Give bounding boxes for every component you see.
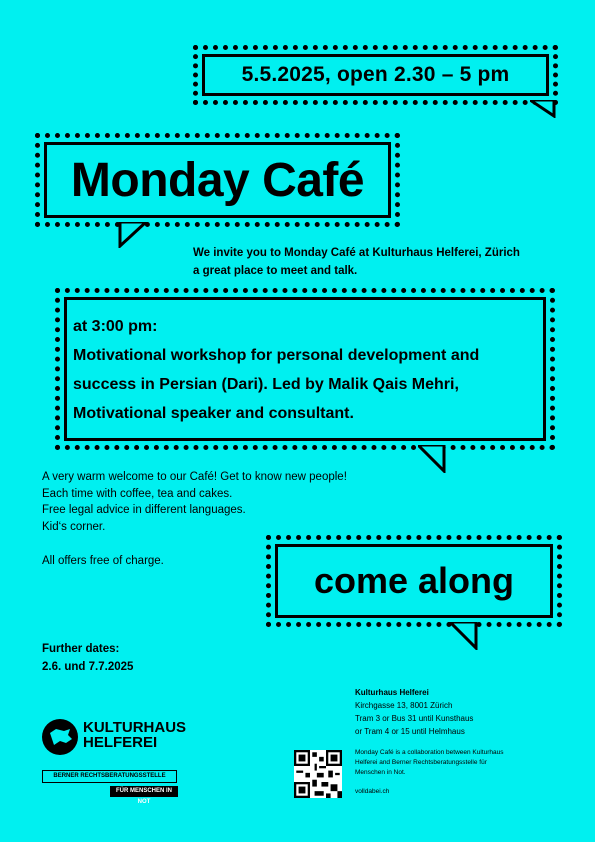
website-link[interactable]: volldabei.ch bbox=[355, 788, 390, 795]
offers-list bbox=[42, 469, 347, 535]
kulturhaus-logo-line: HELFEREI bbox=[83, 734, 158, 751]
workshop-line: success in Persian (Dari). Led by Malik Qais Mehri, bbox=[73, 376, 459, 393]
kulturhaus-logo-line: KULTURHAUS bbox=[83, 719, 187, 736]
invite-line: We invite you to Monday Café at Kulturhaus Helferei, Zürich bbox=[193, 247, 520, 259]
free-of-charge: All offers free of charge. bbox=[42, 555, 164, 567]
workshop-line: Motivational speaker and consultant. bbox=[73, 405, 354, 422]
venue-address: Kirchgasse 13, 8001 Zürich bbox=[355, 701, 453, 710]
collab-line: Menschen in Not. bbox=[355, 769, 406, 776]
berner-logo bbox=[42, 770, 178, 805]
workshop-details bbox=[73, 312, 543, 428]
workshop-time: at 3:00 pm: bbox=[73, 318, 158, 335]
collaboration-note bbox=[355, 748, 555, 778]
come-along-text: come along bbox=[313, 560, 515, 601]
event-date: 5.5.2025, open 2.30 – 5 pm bbox=[241, 63, 510, 86]
venue-transport: or Tram 4 or 15 until Helmhaus bbox=[355, 727, 465, 736]
kulturhaus-logo bbox=[42, 716, 192, 760]
offer-line: Free legal advice in different languages. bbox=[42, 504, 246, 516]
qr-code-icon bbox=[294, 750, 342, 798]
venue-transport: Tram 3 or Bus 31 until Kunsthaus bbox=[355, 714, 474, 723]
berner-logo-top: BERNER RECHTSBERATUNGSSTELLE bbox=[42, 770, 177, 783]
offer-line: Each time with coffee, tea and cakes. bbox=[42, 487, 233, 500]
offer-line: Kid‘s corner. bbox=[42, 520, 106, 533]
kulturhaus-logo-icon bbox=[42, 719, 78, 755]
berner-logo-bottom: FÜR MENSCHEN IN NOT bbox=[110, 786, 178, 797]
further-dates-label: Further dates: bbox=[42, 643, 120, 655]
invite-text bbox=[193, 244, 520, 280]
further-dates-value: 2.6. und 7.7.2025 bbox=[42, 661, 134, 673]
workshop-bubble-tail bbox=[418, 445, 448, 473]
collab-line: Helferei and Berner Rechtsberatungsstelle für bbox=[355, 759, 487, 766]
venue-info bbox=[355, 686, 473, 738]
venue-name: Kulturhaus Helferei bbox=[355, 688, 429, 697]
invite-line: a great place to meet and talk. bbox=[193, 265, 358, 277]
workshop-line: Motivational workshop for personal development and bbox=[73, 347, 480, 364]
collab-line: Monday Café is a collaboration between Kulturhaus bbox=[355, 749, 504, 756]
page-title: Monday Café bbox=[70, 153, 365, 207]
further-dates bbox=[42, 640, 133, 676]
kulturhaus-logo-text bbox=[83, 720, 186, 750]
offer-line: A very warm welcome to our Café! Get to know new people! bbox=[42, 471, 347, 483]
